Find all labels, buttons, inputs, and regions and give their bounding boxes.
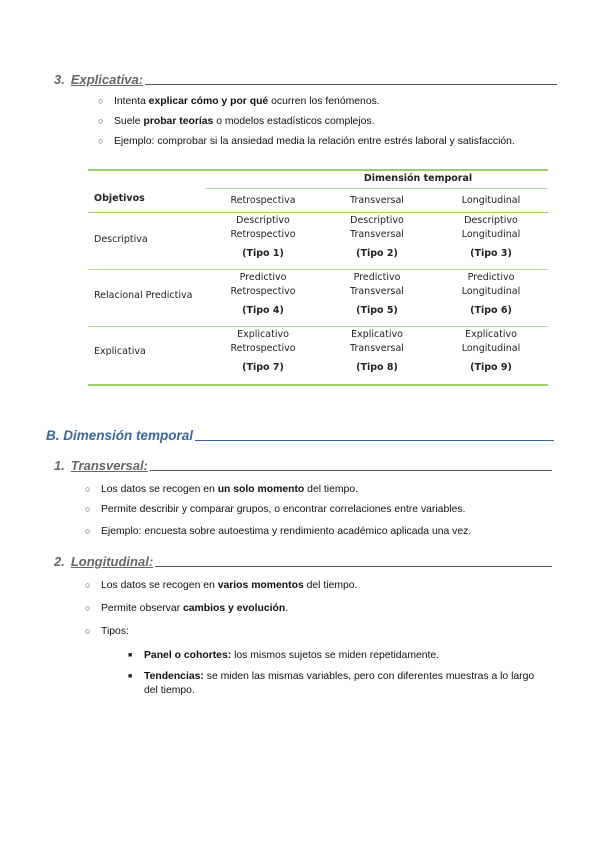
list-item: ○ Permite describir y comparar grupos, o encontrar correlaciones entre variables.	[85, 504, 466, 515]
section-b2-title: Longitudinal:	[70, 554, 154, 569]
list-item: ○ Tipos:	[85, 626, 129, 637]
table-cell: Explicativo Retrospectivo (Tipo 7)	[230, 329, 296, 373]
table-header-rule	[206, 188, 548, 189]
table-header-bottom-rule	[88, 212, 548, 213]
square-bullet-icon: ■	[128, 673, 133, 680]
table-top-rule	[88, 169, 548, 171]
table-bottom-rule	[88, 384, 548, 386]
table-cell: Predictivo Transversal (Tipo 5)	[350, 272, 404, 316]
table-cell: Descriptivo Retrospectivo (Tipo 1)	[230, 215, 296, 259]
section-b1-heading	[54, 458, 552, 473]
heading-rule	[195, 439, 554, 441]
section-b2-heading	[54, 554, 552, 569]
section-b2-number: 2.	[54, 554, 65, 569]
section-a3-title: Explicativa:	[70, 72, 144, 87]
row-label-relacional-predictiva: Relacional Predictiva	[94, 290, 193, 301]
list-item: ■ Panel o cohortes: los mismos sujetos se miden repetidamente.	[128, 650, 440, 661]
section-b1-title: Transversal:	[70, 458, 148, 473]
row-divider	[88, 269, 548, 270]
col-transversal: Transversal	[350, 195, 404, 206]
circle-bullet-icon: ○	[85, 504, 91, 514]
circle-bullet-icon: ○	[85, 580, 91, 590]
circle-bullet-icon: ○	[85, 626, 91, 636]
circle-bullet-icon: ○	[85, 484, 91, 494]
circle-bullet-icon: ○	[98, 96, 104, 106]
list-item: ○ Permite observar cambios y evolución.	[85, 603, 289, 614]
col-retrospectiva: Retrospectiva	[230, 195, 296, 206]
section-b-title: B. Dimensión temporal	[46, 428, 194, 443]
circle-bullet-icon: ○	[98, 136, 104, 146]
list-item: ○ Los datos se recogen en un solo momento del tiempo.	[85, 484, 358, 495]
section-b1-number: 1.	[54, 458, 65, 473]
table-cell: Explicativo Longitudinal (Tipo 9)	[461, 329, 521, 373]
list-item: ○ Suele probar teorías o modelos estadísticos complejos.	[98, 116, 375, 127]
table-cell: Predictivo Longitudinal (Tipo 6)	[461, 272, 521, 316]
circle-bullet-icon: ○	[98, 116, 104, 126]
section-b-heading	[46, 428, 554, 443]
section-a3-heading	[54, 72, 557, 87]
research-design-table	[88, 167, 548, 386]
heading-rule	[155, 565, 552, 567]
table-cell: Descriptivo Longitudinal (Tipo 3)	[461, 215, 521, 259]
list-item: ■ Tendencias: se miden las mismas variables, pero con diferentes muestras a lo largo del tiempo.	[128, 671, 535, 696]
list-item: ○ Ejemplo: encuesta sobre autoestima y rendimiento académico aplicada una vez.	[85, 526, 472, 537]
table-cell: Descriptivo Transversal (Tipo 2)	[350, 215, 404, 259]
col-longitudinal: Longitudinal	[461, 195, 521, 206]
square-bullet-icon: ■	[128, 652, 133, 659]
row-label-descriptiva: Descriptiva	[94, 234, 148, 245]
row-label-explicativa: Explicativa	[94, 346, 146, 357]
table-cell: Explicativo Transversal (Tipo 8)	[350, 329, 404, 373]
row-divider	[88, 326, 548, 327]
heading-rule	[150, 469, 552, 471]
circle-bullet-icon: ○	[85, 603, 91, 613]
table-group-header: Dimensión temporal	[363, 173, 473, 184]
table-cell: Predictivo Retrospectivo (Tipo 4)	[230, 272, 296, 316]
col-objetivos: Objetivos	[94, 193, 145, 204]
list-item: ○ Los datos se recogen en varios momentos del tiempo.	[85, 580, 358, 591]
section-a3-number: 3.	[54, 72, 65, 87]
list-item: ○ Ejemplo: comprobar si la ansiedad media la relación entre estrés laboral y satisfacción.	[98, 136, 515, 147]
heading-rule	[145, 83, 557, 85]
list-item: ○ Intenta explicar cómo y por qué ocurren los fenómenos.	[98, 96, 380, 107]
circle-bullet-icon: ○	[85, 526, 91, 536]
